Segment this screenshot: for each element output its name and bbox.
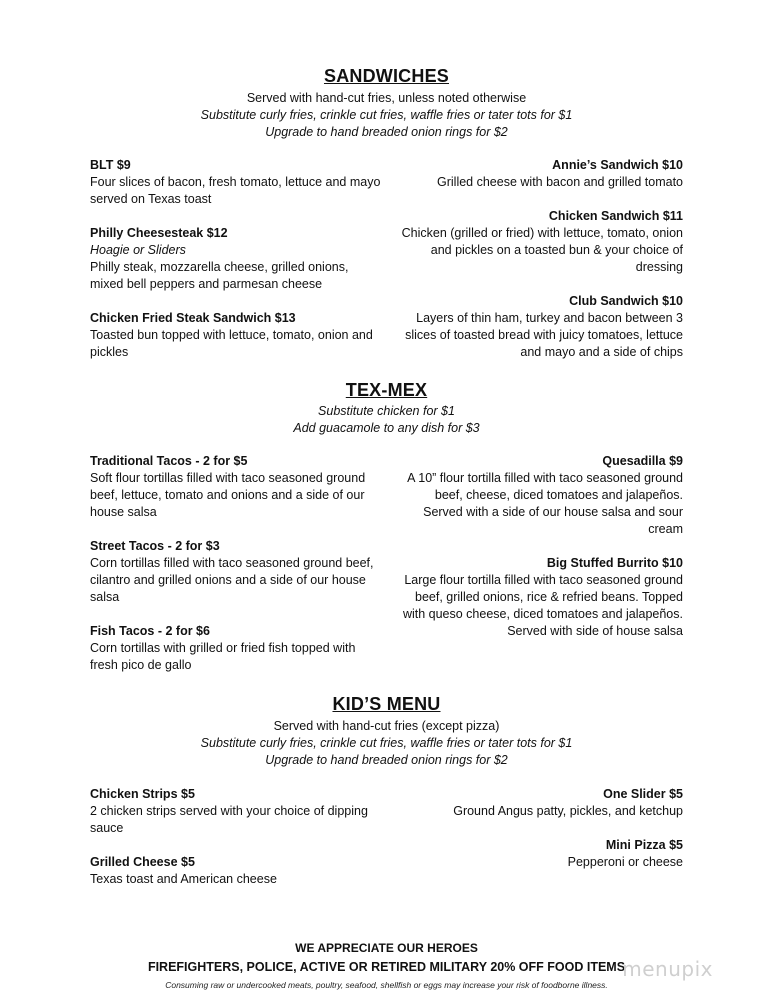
item-desc: Pepperoni or cheese bbox=[567, 855, 683, 869]
sandwiches-line-3: Upgrade to hand breaded onion rings for $2 bbox=[265, 125, 508, 139]
texmex-subtitle bbox=[0, 403, 773, 437]
menu-item-big-stuffed-burrito bbox=[393, 555, 683, 640]
kids-line-3: Upgrade to hand breaded onion rings for $2 bbox=[265, 753, 508, 767]
menu-item-mini-pizza bbox=[393, 837, 683, 871]
item-desc: Chicken (grilled or fried) with lettuce, tomato, onion and pickles on a toasted bun & your choice of dressing bbox=[401, 226, 683, 274]
kids-line-1: Served with hand-cut fries (except pizza) bbox=[273, 719, 500, 733]
item-name: Grilled Cheese $5 bbox=[90, 855, 195, 869]
item-desc: Corn tortillas with grilled or fried fish topped with fresh pico de gallo bbox=[90, 641, 356, 672]
texmex-line-1: Substitute chicken for $1 bbox=[318, 404, 455, 418]
menu-item-chicken-fried-steak bbox=[90, 310, 385, 361]
item-desc: Layers of thin ham, turkey and bacon between 3 slices of toasted bread with juicy tomatoes, lettuce and mayo and a side of chips bbox=[405, 311, 683, 359]
item-name: Street Tacos - 2 for $3 bbox=[90, 539, 220, 553]
item-desc: Large flour tortilla filled with taco seasoned ground beef, grilled onions, rice & refried beans. Topped with queso cheese, diced tomatoes and jalapeños. Served with side of house salsa bbox=[402, 573, 683, 638]
item-name: One Slider $5 bbox=[603, 787, 683, 801]
item-name: Annie’s Sandwich $10 bbox=[552, 158, 683, 172]
kids-line-2: Substitute curly fries, crinkle cut fries, waffle fries or tater tots for $1 bbox=[200, 736, 573, 750]
item-desc: Corn tortillas filled with taco seasoned ground beef, cilantro and grilled onions and a side of our house salsa bbox=[90, 556, 374, 604]
item-name: Quesadilla $9 bbox=[602, 454, 683, 468]
item-name: Big Stuffed Burrito $10 bbox=[546, 556, 683, 570]
menu-item-traditional-tacos bbox=[90, 453, 385, 521]
item-note: Hoagie or Sliders bbox=[90, 243, 186, 257]
menu-item-street-tacos bbox=[90, 538, 385, 606]
sandwiches-subtitle bbox=[0, 90, 773, 141]
menu-item-fish-tacos bbox=[90, 623, 385, 674]
item-desc: Four slices of bacon, fresh tomato, lettuce and mayo served on Texas toast bbox=[90, 175, 381, 206]
sandwiches-title: SANDWICHES bbox=[323, 66, 449, 86]
menu-item-chicken-strips bbox=[90, 786, 385, 837]
item-name: Mini Pizza $5 bbox=[605, 838, 683, 852]
food-disclaimer: Consuming raw or undercooked meats, poultry, seafood, shellfish or eggs may increase your risk of foodborne illness. bbox=[165, 980, 608, 990]
item-desc: 2 chicken strips served with your choice of dipping sauce bbox=[90, 804, 368, 835]
item-desc: Texas toast and American cheese bbox=[90, 872, 277, 886]
menu-item-blt bbox=[90, 157, 385, 208]
item-name: BLT $9 bbox=[90, 158, 131, 172]
item-desc: A 10” flour tortilla filled with taco seasoned ground beef, cheese, diced tomatoes and jalapeños. Served with a side of our house salsa and sour cream bbox=[407, 471, 683, 536]
heroes-heading: WE APPRECIATE OUR HEROES bbox=[295, 941, 478, 955]
item-name: Chicken Strips $5 bbox=[90, 787, 195, 801]
item-desc: Ground Angus patty, pickles, and ketchup bbox=[453, 804, 683, 818]
item-desc: Philly steak, mozzarella cheese, grilled onions, mixed bell peppers and parmesan cheese bbox=[90, 260, 349, 291]
kids-subtitle bbox=[0, 718, 773, 769]
sandwiches-line-2: Substitute curly fries, crinkle cut fries, waffle fries or tater tots for $1 bbox=[200, 108, 573, 122]
heroes-discount: FIREFIGHTERS, POLICE, ACTIVE OR RETIRED MILITARY 20% OFF FOOD ITEMS bbox=[147, 960, 626, 974]
item-name: Club Sandwich $10 bbox=[569, 294, 683, 308]
item-desc: Grilled cheese with bacon and grilled tomato bbox=[437, 175, 683, 189]
menu-item-annies-sandwich bbox=[393, 157, 683, 191]
menu-item-grilled-cheese bbox=[90, 854, 385, 888]
texmex-title: TEX-MEX bbox=[345, 380, 428, 400]
item-name: Fish Tacos - 2 for $6 bbox=[90, 624, 210, 638]
item-name: Traditional Tacos - 2 for $5 bbox=[90, 454, 248, 468]
kids-title: KID’S MENU bbox=[332, 694, 441, 714]
menu-item-one-slider bbox=[393, 786, 683, 820]
texmex-line-2: Add guacamole to any dish for $3 bbox=[293, 421, 480, 435]
menupix-watermark: menupix bbox=[622, 957, 713, 981]
item-desc: Soft flour tortillas filled with taco seasoned ground beef, lettuce, tomato and onions and a side of our house salsa bbox=[90, 471, 366, 519]
item-name: Philly Cheesesteak $12 bbox=[90, 226, 228, 240]
menu-item-quesadilla bbox=[393, 453, 683, 538]
item-name: Chicken Sandwich $11 bbox=[548, 209, 683, 223]
menu-item-chicken-sandwich bbox=[393, 208, 683, 276]
item-desc: Toasted bun topped with lettuce, tomato, onion and pickles bbox=[90, 328, 373, 359]
menu-item-club-sandwich bbox=[393, 293, 683, 361]
sandwiches-line-1: Served with hand-cut fries, unless noted otherwise bbox=[246, 91, 527, 105]
menu-item-philly-cheesesteak bbox=[90, 225, 385, 293]
item-name: Chicken Fried Steak Sandwich $13 bbox=[90, 311, 296, 325]
